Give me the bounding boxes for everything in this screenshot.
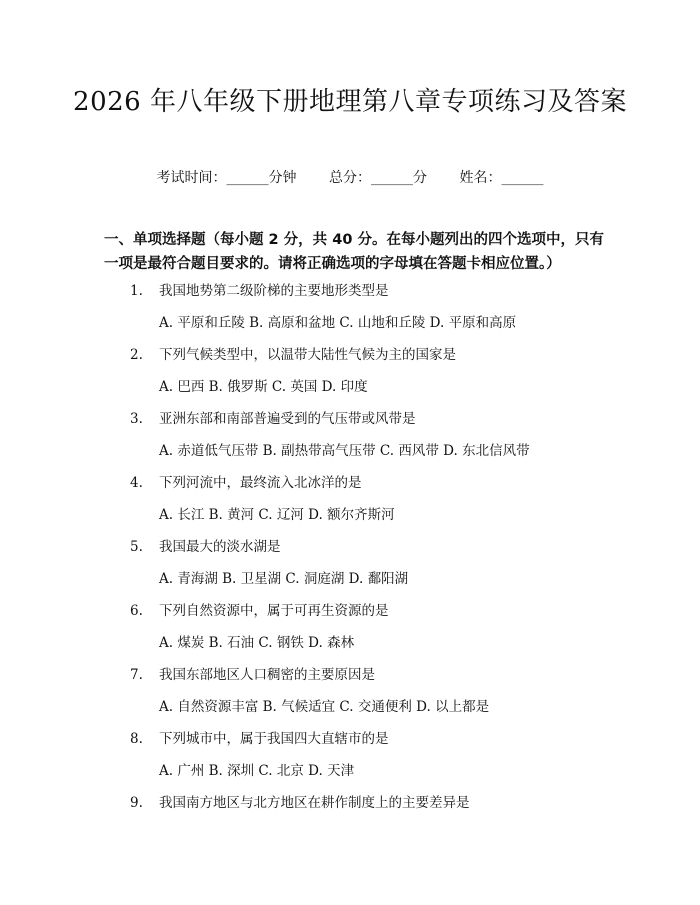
question-stem: 下列河流中，最终流入北冰洋的是	[159, 475, 362, 491]
student-name-label: 姓名：______	[459, 170, 544, 186]
question-stem: 下列气候类型中，以温带大陆性气候为主的国家是	[159, 347, 456, 363]
exam-info	[0, 168, 700, 188]
question-stem: 我国最大的淡水湖是	[159, 539, 281, 555]
question-options: A. 青海湖 B. 卫星湖 C. 洞庭湖 D. 鄱阳湖	[159, 571, 409, 587]
question-number: 8.	[130, 731, 143, 747]
question-number: 1.	[130, 283, 143, 299]
question-stem: 下列自然资源中，属于可再生资源的是	[159, 603, 389, 619]
total-score-label: 总分：______分	[329, 170, 427, 186]
question-options: A. 巴西 B. 俄罗斯 C. 英国 D. 印度	[159, 379, 368, 395]
question-options: A. 自然资源丰富 B. 气候适宜 C. 交通便利 D. 以上都是	[159, 699, 490, 715]
question-number: 9.	[130, 795, 143, 811]
question-stem: 亚洲东部和南部普遍受到的气压带或风带是	[159, 411, 416, 427]
page-title: 2026 年八年级下册地理第八章专项练习及答案	[73, 87, 627, 117]
question-stem: 下列城市中，属于我国四大直辖市的是	[159, 731, 389, 747]
question-number: 3.	[130, 411, 143, 427]
section-heading-single-choice: 一、单项选择题（每小题 2 分，共 40 分。在每小题列出的四个选项中，只有一项是最符合题目要求的。请将正确选项的字母填在答题卡相应位置。）	[104, 232, 604, 272]
question-options: A. 平原和丘陵 B. 高原和盆地 C. 山地和丘陵 D. 平原和高原	[159, 315, 517, 331]
question-number: 5.	[130, 539, 143, 555]
question-stem: 我国地势第二级阶梯的主要地形类型是	[159, 283, 389, 299]
question-options: A. 长江 B. 黄河 C. 辽河 D. 额尔齐斯河	[159, 507, 395, 523]
question-options: A. 广州 B. 深圳 C. 北京 D. 天津	[159, 763, 355, 779]
exam-time-label: 考试时间：______分钟	[156, 170, 297, 186]
question-options: A. 煤炭 B. 石油 C. 钢铁 D. 森林	[159, 635, 355, 651]
question-options: A. 赤道低气压带 B. 副热带高气压带 C. 西风带 D. 东北信风带	[159, 443, 530, 459]
question-number: 4.	[130, 475, 143, 491]
question-number: 7.	[130, 667, 143, 683]
question-stem: 我国南方地区与北方地区在耕作制度上的主要差异是	[159, 795, 470, 811]
question-number: 2.	[130, 347, 143, 363]
question-number: 6.	[130, 603, 143, 619]
question-stem: 我国东部地区人口稠密的主要原因是	[159, 667, 375, 683]
